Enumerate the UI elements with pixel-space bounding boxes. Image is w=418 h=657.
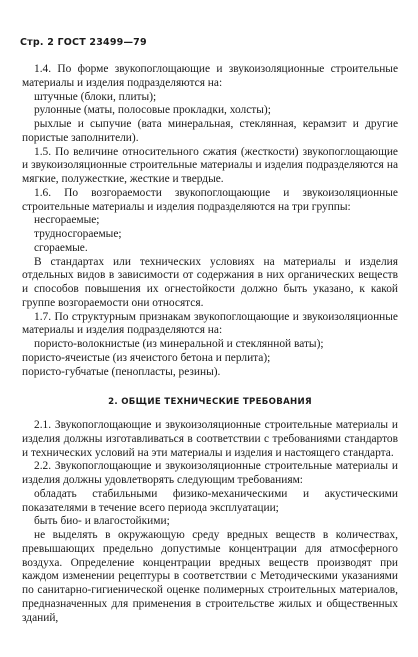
clause-1-7-item: пористо-волокнистые (из минеральной и стеклянной ваты); xyxy=(34,338,324,350)
clause-2-1: 2.1. Звукопоглощающие и звукоизоляционные строительные материалы и изделия должны изготавливаться в соответствии с требованиями стандартов и технических условий на эти материалы и изделия и настоящего стандарта. xyxy=(22,419,398,459)
clause-1-7: 1.7. По структурным признакам звукопоглощающие и звукоизоляционные материалы и изделия подразделяются на: xyxy=(22,310,398,337)
body-text xyxy=(22,63,398,625)
clause-1-6-item: трудносгораемые; xyxy=(34,228,122,240)
clause-1-6-item: сгораемые. xyxy=(34,241,88,254)
clause-1-4-item: рулонные (маты, полосовые прокладки, холсты); xyxy=(34,104,271,117)
clause-1-6-note: В стандартах или технических условиях на материалы и изделия отдельных видов в зависимости от содержания в них органических веществ и способов повышения их огнестойкости должно быть указано, к какой группе возгораемости они относятся. xyxy=(22,255,398,309)
clause-1-4: 1.4. По форме звукопоглощающие и звукоизоляционные строительные материалы и изделия подразделяются на: xyxy=(22,63,398,89)
section-heading: 2. ОБЩИЕ ТЕХНИЧЕСКИЕ ТРЕБОВАНИЯ xyxy=(108,397,312,408)
clause-1-6: 1.6. По возгораемости звукопоглощающие и звукоизоляционные строительные материалы и изделия подразделяются на три группы: xyxy=(22,186,398,213)
clause-1-5: 1.5. По величине относительного сжатия (жесткости) звукопоглощающие и звукоизоляционные строительные материалы и изделия подразделяются на мягкие, полужесткие, жесткие и твердые. xyxy=(22,145,398,185)
clause-1-7-item: пористо-ячеистые (из ячеистого бетона и перлита); xyxy=(22,351,271,364)
clause-2-2-item: быть био- и влагостойкими; xyxy=(34,515,170,528)
clause-1-6-item: несгораемые; xyxy=(34,214,100,227)
clause-2-2-item: не выделять в окружающую среду вредных веществ в количествах, превышающих предельно допустимые концентрации для атмосферного воздуха. Определение концентрации вредных веществ производят при каждом изменении рецептуры в соответствии с Методическими указаниями по санитарно-гигиенической оценке полимерных строительных материалов, предназначенных для применения в строительстве жилых и общественных зданий, xyxy=(22,529,398,624)
clause-2-2: 2.2. Звукопоглощающие и звукоизоляционные строительные материалы и изделия должны удовлетворять следующим требованиям: xyxy=(22,460,398,486)
clause-1-4-item: рыхлые и сыпучие (вата минеральная, стеклянная, керамзит и другие пористые заполнители). xyxy=(22,118,398,144)
clause-1-7-item: пористо-губчатые (пенопласты, резины). xyxy=(22,365,221,378)
page-header: Стр. 2 ГОСТ 23499—79 xyxy=(20,37,147,48)
clause-2-2-item: обладать стабильными физико-механическими и акустическими показателями в течение всего периода эксплуатации; xyxy=(22,487,398,514)
clause-1-4-item: штучные (блоки, плиты); xyxy=(34,90,157,103)
